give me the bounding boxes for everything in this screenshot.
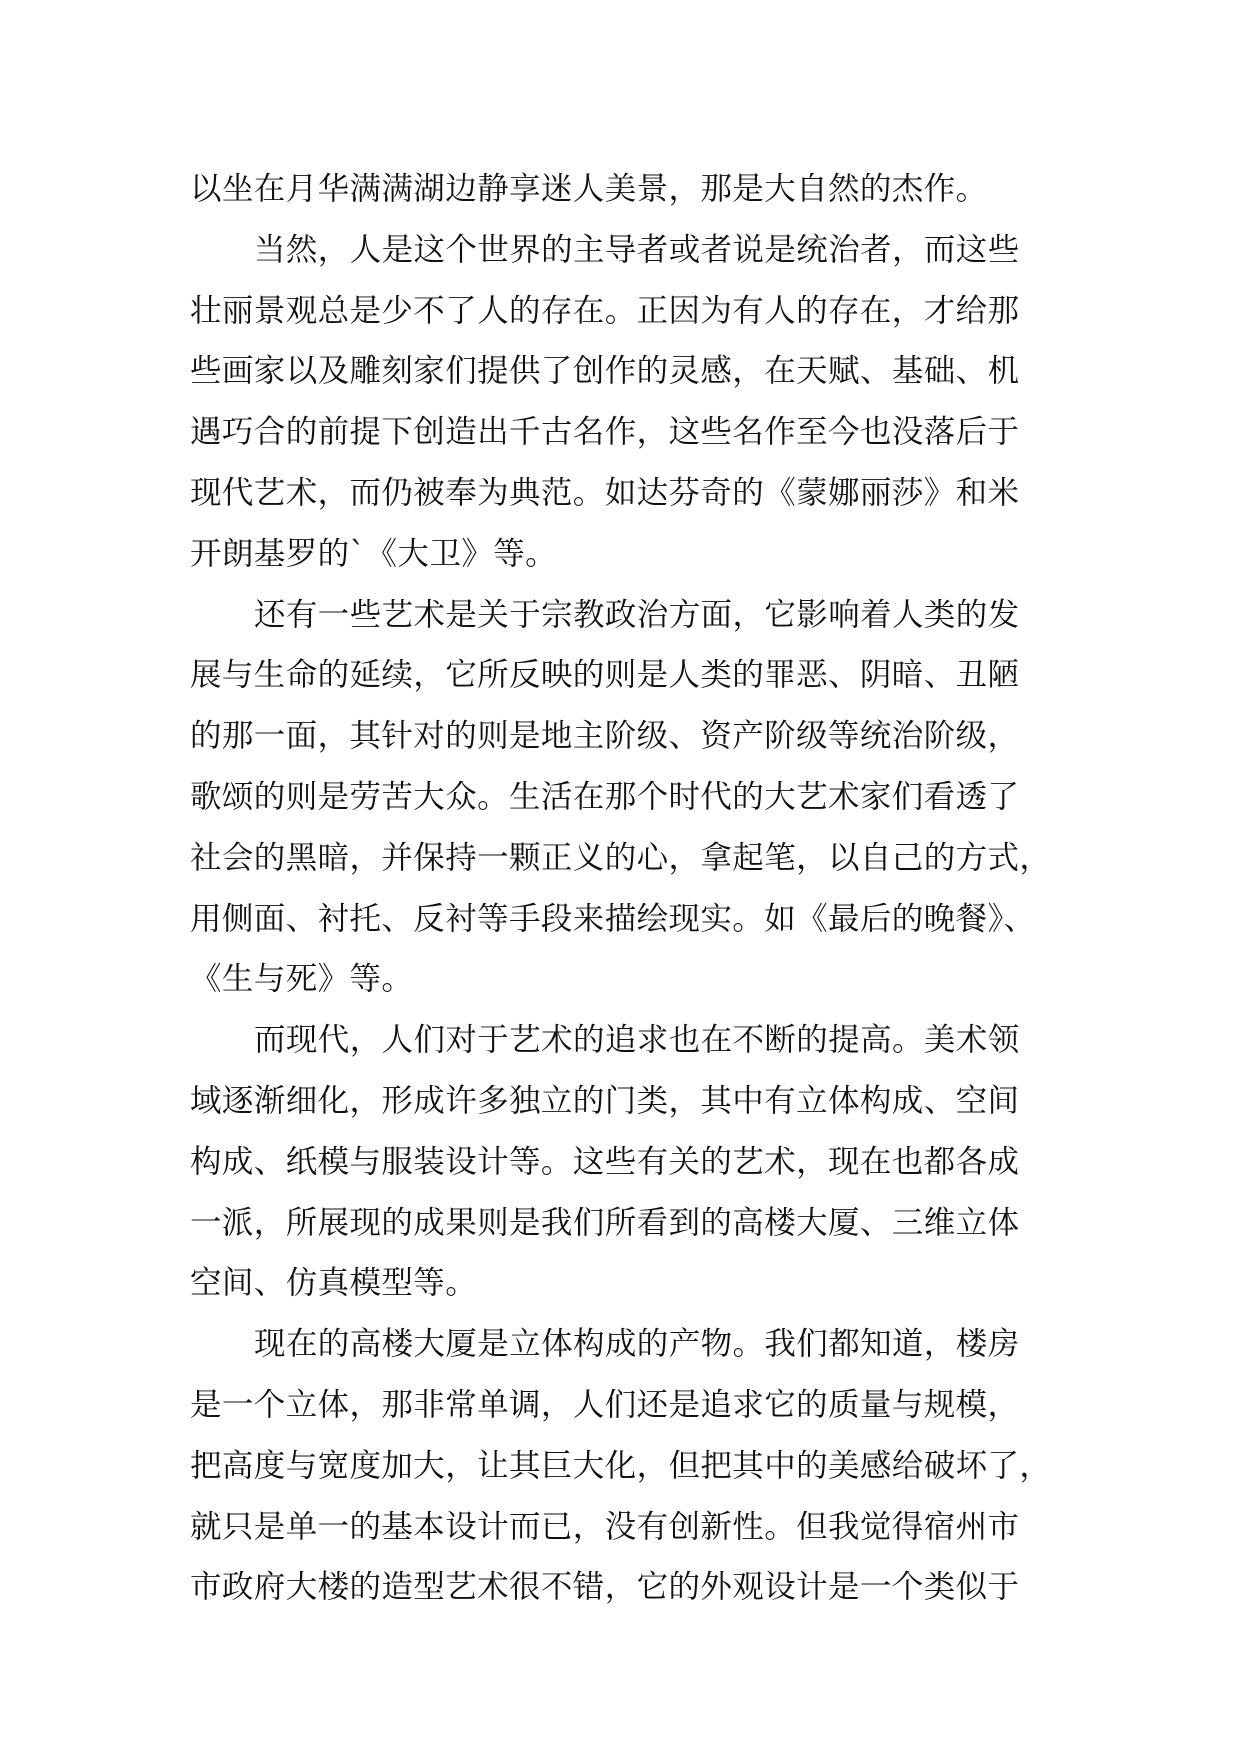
text-line: 而现代，人们对于艺术的追求也在不断的提高。美术领 <box>254 1022 1020 1059</box>
text-line: 当然，人是这个世界的主导者或者说是统治者，而这些 <box>254 231 1020 268</box>
text-line: 还有一些艺术是关于宗教政治方面，它影响着人类的发 <box>254 596 1020 633</box>
text-line: 壮丽景观总是少不了人的存在。正因为有人的存在，才给那 <box>190 292 1020 329</box>
text-line: 就只是单一的基本设计而已，没有创新性。但我觉得宿州市 <box>190 1508 1020 1545</box>
text-line: 些画家以及雕刻家们提供了创作的灵感，在天赋、基础、机 <box>190 353 1020 390</box>
text-line: 的那一面，其针对的则是地主阶级、资产阶级等统治阶级， <box>190 718 1020 755</box>
text-line: 用侧面、衬托、反衬等手段来描绘现实。如《最后的晚餐》、 <box>190 900 1036 937</box>
text-line: 现在的高楼大厦是立体构成的产物。我们都知道，楼房 <box>254 1326 1020 1363</box>
text-line: 现代艺术，而仍被奉为典范。如达芬奇的《蒙娜丽莎》和米 <box>190 474 1020 511</box>
text-line: 《生与死》等。 <box>190 961 414 998</box>
text-line: 空间、仿真模型等。 <box>190 1265 478 1302</box>
text-line: 把高度与宽度加大，让其巨大化，但把其中的美感给破坏了， <box>190 1447 1052 1484</box>
text-line: 构成、纸模与服装设计等。这些有关的艺术，现在也都各成 <box>190 1143 1020 1180</box>
text-line: 展与生命的延续，它所反映的则是人类的罪恶、阴暗、丑陋 <box>190 657 1020 694</box>
document-body <box>190 159 1080 1618</box>
text-line: 歌颂的则是劳苦大众。生活在那个时代的大艺术家们看透了 <box>190 778 1020 815</box>
text-line: 以坐在月华满满湖边静享迷人美景，那是大自然的杰作。 <box>190 171 988 207</box>
text-line: 域逐渐细化，形成许多独立的门类，其中有立体构成、空间 <box>190 1082 1020 1119</box>
text-line: 开朗基罗的`《大卫》等。 <box>190 535 558 572</box>
text-line: 市政府大楼的造型艺术很不错，它的外观设计是一个类似于 <box>190 1569 1020 1606</box>
text-line: 一派，所展现的成果则是我们所看到的高楼大厦、三维立体 <box>190 1204 1020 1241</box>
text-line: 遇巧合的前提下创造出千古名作，这些名作至今也没落后于 <box>190 414 1020 451</box>
text-line: 是一个立体，那非常单调，人们还是追求它的质量与规模， <box>190 1386 1020 1423</box>
text-line: 社会的黑暗，并保持一颗正义的心，拿起笔，以自己的方式， <box>190 839 1052 876</box>
